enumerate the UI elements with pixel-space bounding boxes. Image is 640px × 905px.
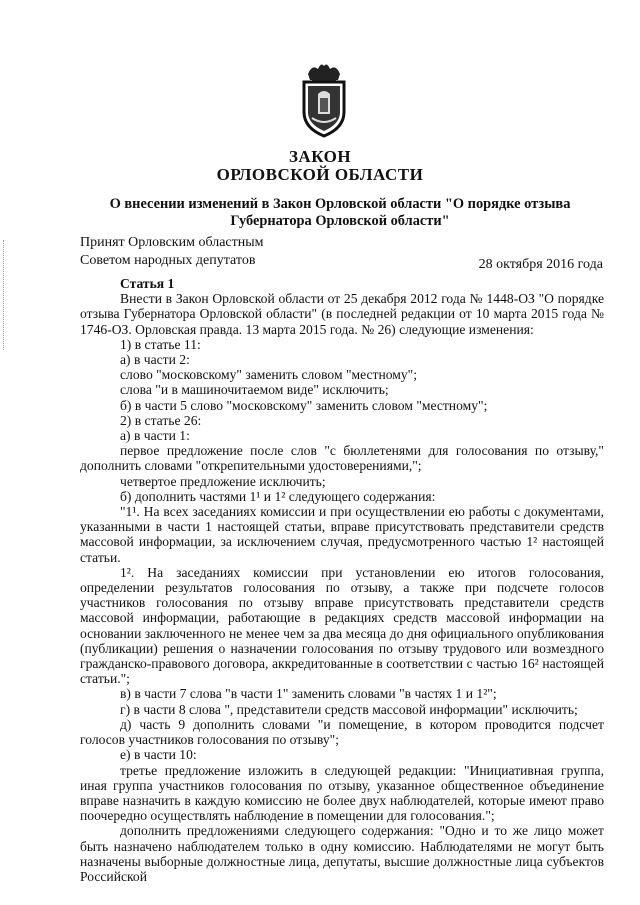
adoption-line: Советом народных депутатов	[80, 253, 256, 268]
paragraph: 1) в статье 11:	[120, 336, 201, 352]
adoption-date: 28 октября 2016 года	[478, 257, 603, 272]
scan-margin-marks	[3, 240, 5, 350]
article-heading: Статья 1	[120, 276, 175, 291]
paragraph: б) дополнить частями 1¹ и 1² следующего содержания:	[120, 488, 436, 504]
paragraph: в) в части 7 слова "в части 1" заменить словами "в частях 1 и 1²";	[120, 686, 497, 702]
paragraph: а) в части 1:	[120, 428, 190, 444]
law-subtitle: О внесении изменений в Закон Орловской области "О порядке отзыва Губернатора Орловской области"	[109, 196, 571, 229]
article-body	[80, 276, 604, 884]
adoption-line: Принят Орловским областным	[80, 235, 264, 250]
paragraph: 2) в статье 26:	[120, 412, 202, 428]
adoption-info	[80, 234, 264, 270]
paragraph: 1². На заседаниях комиссии при установлении ею итогов голосования, определении результатов голосования по отзыву, а также при подсчете голосов участников голосования по отзыву вправе присутствовать представители средств массовой информации, работающие в редакциях средств массовой информации на основании заключенного не менее чем за два месяца до дня официального опубликования (публикации) решения о назначении голосования по отзыву трудового или возмездного гражданско-правового договора, аккредитованные в соответствии с частью 16² настоящей статьи.";	[80, 564, 604, 687]
paragraph: а) в части 2:	[120, 352, 190, 368]
paragraph: г) в части 8 слова ", представители средств массовой информации" исключить;	[120, 701, 578, 717]
paragraph: первое предложение после слов "с бюллетенями для голосования по отзыву," дополнить словами "открепительными удостоверениями,";	[80, 443, 604, 474]
paragraph: "1¹. На всех заседаниях комиссии и при осуществлении ею работы с документами, указанными в части 1 настоящей статьи, вправе присутствовать представители средств массовой информации, за исключением случая, предусмотренного частью 1² настоящей статьи.	[80, 504, 604, 565]
paragraph: слово "московскому" заменить словом "местному";	[120, 367, 417, 383]
law-title: ЗАКОН	[288, 147, 352, 166]
paragraph: е) в части 10:	[120, 747, 197, 763]
paragraph: четвертое предложение исключить;	[120, 473, 326, 489]
law-region: ОРЛОВСКОЙ ОБЛАСТИ	[216, 165, 424, 184]
paragraph: д) часть 9 дополнить словами "и помещение, в котором проводится подсчет голосов участников голосования по отзыву";	[80, 716, 604, 748]
paragraph: Внести в Закон Орловской области от 25 декабря 2012 года № 1448-ОЗ "О порядке отзыва Губернатора Орловской области" (в последней редакции от 10 марта 2015 года № 1746-ОЗ. Орловская правда. 13 марта 2015 года. № 26) следующие изменения:	[80, 291, 604, 337]
coat-of-arms-icon	[298, 60, 350, 138]
paragraph: третье предложение изложить в следующей редакции: "Инициативная группа, иная группа участников голосования по отзыву, указанное общественное объединение вправе назначить в каждую комиссию не более двух наблюдателей, которые имеют право поочередно осуществлять наблюдение в помещении для голосования.";	[80, 762, 604, 824]
paragraph: дополнить предложениями следующего содержания: "Одно и то же лицо может быть назначено наблюдателем только в одну комиссию. Наблюдателями не могут быть назначены выборные должностные лица, депутаты, высшие должностные лица субъектов Российской	[80, 823, 604, 884]
paragraph: б) в части 5 слово "московскому" заменить словом "местному";	[120, 397, 488, 413]
paragraph: слова "и в машиночитаемом виде" исключить;	[120, 382, 389, 398]
